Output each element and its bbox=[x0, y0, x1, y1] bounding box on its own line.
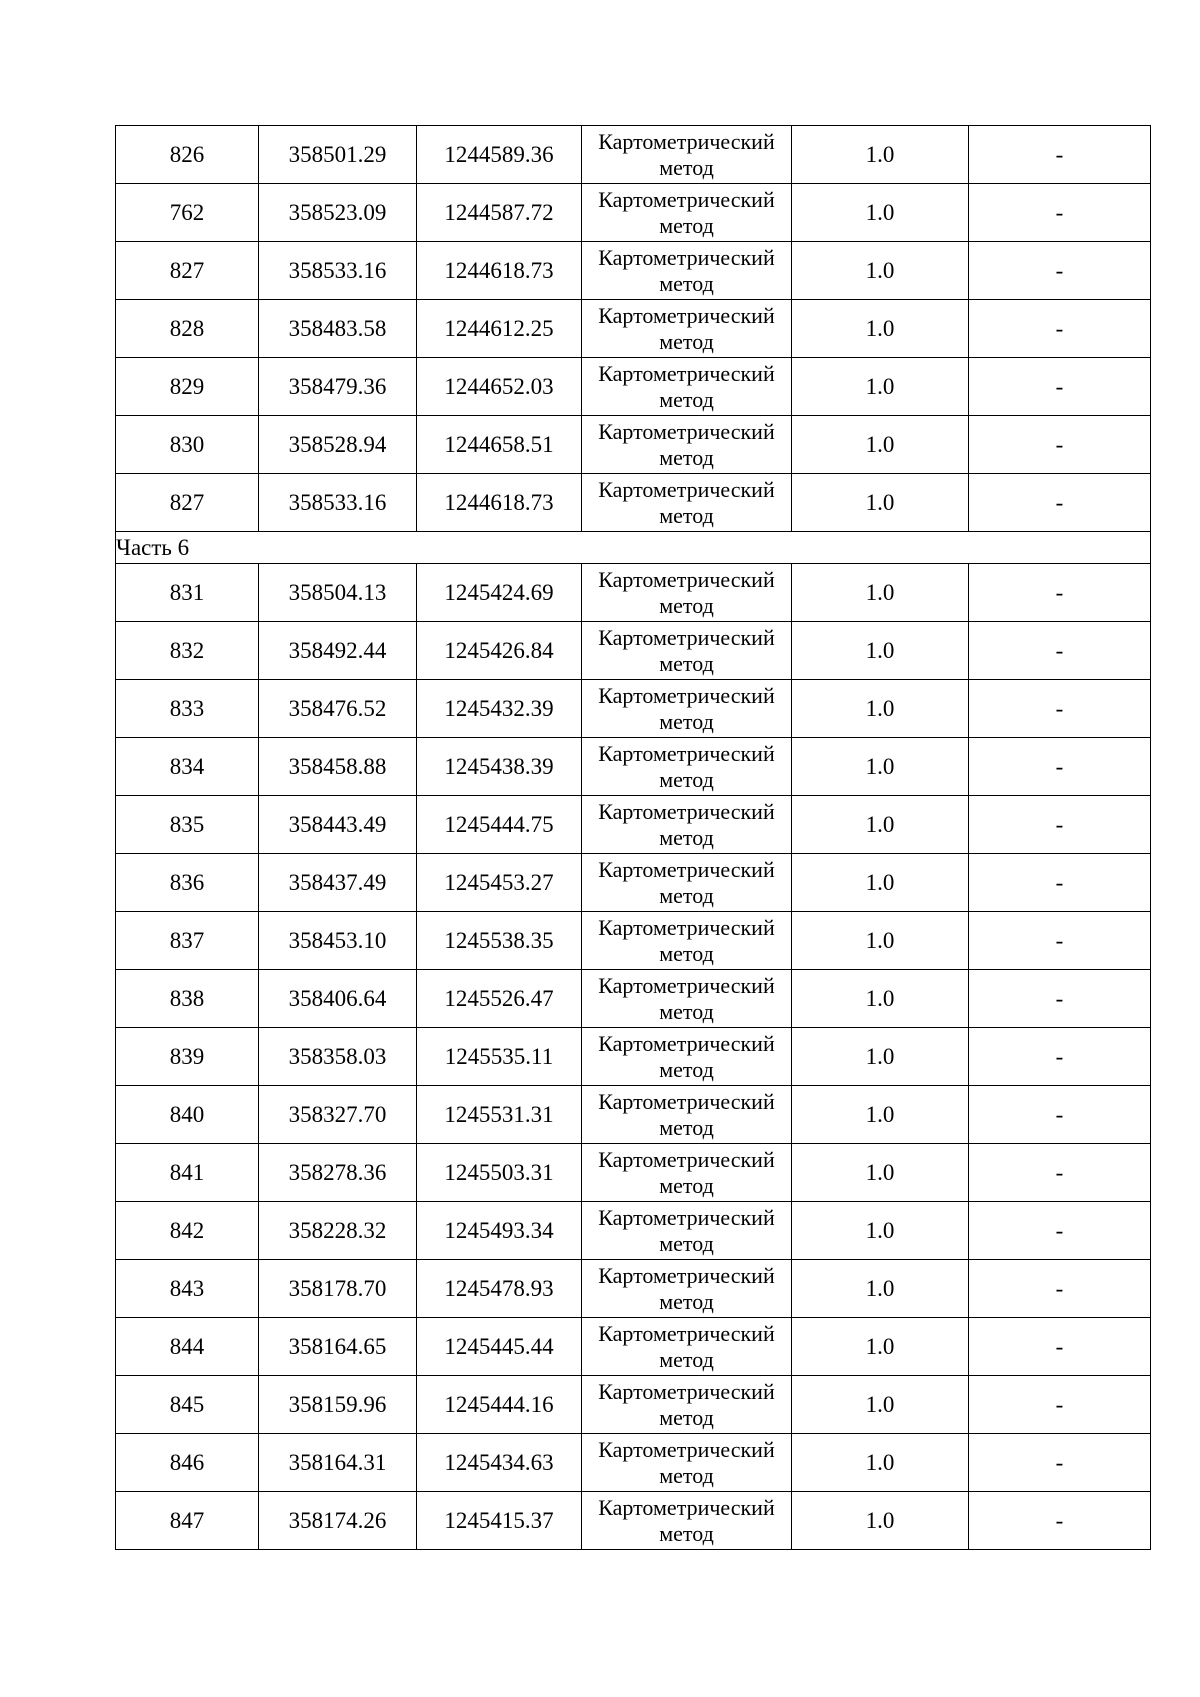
cell-accuracy: 1.0 bbox=[792, 126, 969, 184]
cell-method: Картометрический метод bbox=[582, 738, 792, 796]
cell-x: 358533.16 bbox=[259, 242, 417, 300]
cell-note: - bbox=[969, 242, 1151, 300]
cell-point: 840 bbox=[116, 1086, 259, 1144]
cell-method: Картометрический метод bbox=[582, 184, 792, 242]
cell-y: 1245538.35 bbox=[417, 912, 582, 970]
cell-note: - bbox=[969, 796, 1151, 854]
cell-method: Картометрический метод bbox=[582, 1434, 792, 1492]
cell-x: 358458.88 bbox=[259, 738, 417, 796]
cell-x: 358483.58 bbox=[259, 300, 417, 358]
cell-x: 358453.10 bbox=[259, 912, 417, 970]
cell-note: - bbox=[969, 1260, 1151, 1318]
cell-y: 1245478.93 bbox=[417, 1260, 582, 1318]
cell-x: 358406.64 bbox=[259, 970, 417, 1028]
coordinates-table-body bbox=[116, 126, 1151, 1550]
cell-accuracy: 1.0 bbox=[792, 242, 969, 300]
cell-x: 358523.09 bbox=[259, 184, 417, 242]
cell-note: - bbox=[969, 912, 1151, 970]
cell-method: Картометрический метод bbox=[582, 416, 792, 474]
cell-note: - bbox=[969, 126, 1151, 184]
cell-method: Картометрический метод bbox=[582, 474, 792, 532]
cell-method: Картометрический метод bbox=[582, 1202, 792, 1260]
cell-y: 1245445.44 bbox=[417, 1318, 582, 1376]
cell-y: 1244652.03 bbox=[417, 358, 582, 416]
cell-note: - bbox=[969, 738, 1151, 796]
cell-accuracy: 1.0 bbox=[792, 1318, 969, 1376]
cell-x: 358528.94 bbox=[259, 416, 417, 474]
cell-note: - bbox=[969, 1492, 1151, 1550]
cell-method: Картометрический метод bbox=[582, 1318, 792, 1376]
cell-point: 838 bbox=[116, 970, 259, 1028]
cell-x: 358501.29 bbox=[259, 126, 417, 184]
cell-y: 1244618.73 bbox=[417, 474, 582, 532]
cell-method: Картометрический метод bbox=[582, 1028, 792, 1086]
cell-method: Картометрический метод bbox=[582, 622, 792, 680]
cell-method: Картометрический метод bbox=[582, 1492, 792, 1550]
cell-point: 846 bbox=[116, 1434, 259, 1492]
cell-method: Картометрический метод bbox=[582, 1260, 792, 1318]
table-row bbox=[116, 970, 1151, 1028]
cell-y: 1245444.16 bbox=[417, 1376, 582, 1434]
cell-note: - bbox=[969, 854, 1151, 912]
cell-point: 839 bbox=[116, 1028, 259, 1086]
cell-note: - bbox=[969, 970, 1151, 1028]
cell-note: - bbox=[969, 358, 1151, 416]
cell-x: 358443.49 bbox=[259, 796, 417, 854]
coordinates-table bbox=[115, 125, 1151, 1550]
cell-point: 837 bbox=[116, 912, 259, 970]
cell-x: 358174.26 bbox=[259, 1492, 417, 1550]
cell-x: 358178.70 bbox=[259, 1260, 417, 1318]
cell-note: - bbox=[969, 564, 1151, 622]
cell-y: 1245444.75 bbox=[417, 796, 582, 854]
cell-x: 358159.96 bbox=[259, 1376, 417, 1434]
cell-note: - bbox=[969, 300, 1151, 358]
table-row bbox=[116, 300, 1151, 358]
cell-point: 841 bbox=[116, 1144, 259, 1202]
table-row bbox=[116, 622, 1151, 680]
cell-point: 831 bbox=[116, 564, 259, 622]
cell-accuracy: 1.0 bbox=[792, 1202, 969, 1260]
table-row bbox=[116, 126, 1151, 184]
cell-method: Картометрический метод bbox=[582, 1376, 792, 1434]
cell-method: Картометрический метод bbox=[582, 126, 792, 184]
cell-point: 842 bbox=[116, 1202, 259, 1260]
cell-note: - bbox=[969, 416, 1151, 474]
cell-x: 358358.03 bbox=[259, 1028, 417, 1086]
cell-x: 358164.31 bbox=[259, 1434, 417, 1492]
cell-note: - bbox=[969, 1202, 1151, 1260]
cell-accuracy: 1.0 bbox=[792, 1434, 969, 1492]
table-row bbox=[116, 1434, 1151, 1492]
cell-x: 358533.16 bbox=[259, 474, 417, 532]
cell-accuracy: 1.0 bbox=[792, 416, 969, 474]
table-row bbox=[116, 1318, 1151, 1376]
cell-point: 836 bbox=[116, 854, 259, 912]
cell-y: 1245424.69 bbox=[417, 564, 582, 622]
table-row bbox=[116, 416, 1151, 474]
cell-x: 358278.36 bbox=[259, 1144, 417, 1202]
cell-y: 1244587.72 bbox=[417, 184, 582, 242]
table-row bbox=[116, 1144, 1151, 1202]
part-label: Часть 6 bbox=[116, 532, 1151, 564]
cell-point: 843 bbox=[116, 1260, 259, 1318]
cell-point: 827 bbox=[116, 242, 259, 300]
cell-accuracy: 1.0 bbox=[792, 1028, 969, 1086]
cell-accuracy: 1.0 bbox=[792, 1144, 969, 1202]
cell-y: 1244658.51 bbox=[417, 416, 582, 474]
table-row bbox=[116, 474, 1151, 532]
cell-y: 1245432.39 bbox=[417, 680, 582, 738]
cell-note: - bbox=[969, 1028, 1151, 1086]
table-row bbox=[116, 680, 1151, 738]
cell-accuracy: 1.0 bbox=[792, 1376, 969, 1434]
table-row bbox=[116, 242, 1151, 300]
cell-note: - bbox=[969, 184, 1151, 242]
cell-point: 826 bbox=[116, 126, 259, 184]
cell-note: - bbox=[969, 1144, 1151, 1202]
cell-method: Картометрический метод bbox=[582, 564, 792, 622]
cell-y: 1245438.39 bbox=[417, 738, 582, 796]
table-row bbox=[116, 912, 1151, 970]
cell-x: 358437.49 bbox=[259, 854, 417, 912]
cell-y: 1245453.27 bbox=[417, 854, 582, 912]
cell-x: 358479.36 bbox=[259, 358, 417, 416]
cell-accuracy: 1.0 bbox=[792, 854, 969, 912]
cell-y: 1245535.11 bbox=[417, 1028, 582, 1086]
cell-note: - bbox=[969, 1318, 1151, 1376]
cell-y: 1245526.47 bbox=[417, 970, 582, 1028]
cell-y: 1244618.73 bbox=[417, 242, 582, 300]
cell-x: 358504.13 bbox=[259, 564, 417, 622]
cell-accuracy: 1.0 bbox=[792, 564, 969, 622]
cell-y: 1244612.25 bbox=[417, 300, 582, 358]
cell-point: 827 bbox=[116, 474, 259, 532]
cell-note: - bbox=[969, 474, 1151, 532]
cell-point: 847 bbox=[116, 1492, 259, 1550]
cell-method: Картометрический метод bbox=[582, 796, 792, 854]
cell-method: Картометрический метод bbox=[582, 854, 792, 912]
cell-y: 1245426.84 bbox=[417, 622, 582, 680]
cell-x: 358164.65 bbox=[259, 1318, 417, 1376]
cell-method: Картометрический метод bbox=[582, 242, 792, 300]
cell-point: 833 bbox=[116, 680, 259, 738]
cell-y: 1245434.63 bbox=[417, 1434, 582, 1492]
cell-y: 1245531.31 bbox=[417, 1086, 582, 1144]
table-row bbox=[116, 1376, 1151, 1434]
cell-point: 830 bbox=[116, 416, 259, 474]
table-row bbox=[116, 1492, 1151, 1550]
part-header-row bbox=[116, 532, 1151, 564]
cell-point: 845 bbox=[116, 1376, 259, 1434]
cell-method: Картометрический метод bbox=[582, 300, 792, 358]
cell-x: 358476.52 bbox=[259, 680, 417, 738]
table-row bbox=[116, 738, 1151, 796]
cell-point: 829 bbox=[116, 358, 259, 416]
cell-y: 1245503.31 bbox=[417, 1144, 582, 1202]
cell-point: 834 bbox=[116, 738, 259, 796]
cell-x: 358327.70 bbox=[259, 1086, 417, 1144]
table-row bbox=[116, 1086, 1151, 1144]
cell-note: - bbox=[969, 622, 1151, 680]
cell-accuracy: 1.0 bbox=[792, 970, 969, 1028]
cell-point: 762 bbox=[116, 184, 259, 242]
cell-accuracy: 1.0 bbox=[792, 912, 969, 970]
cell-point: 835 bbox=[116, 796, 259, 854]
table-row bbox=[116, 854, 1151, 912]
cell-x: 358228.32 bbox=[259, 1202, 417, 1260]
cell-note: - bbox=[969, 680, 1151, 738]
cell-y: 1245493.34 bbox=[417, 1202, 582, 1260]
table-row bbox=[116, 796, 1151, 854]
cell-accuracy: 1.0 bbox=[792, 796, 969, 854]
cell-y: 1244589.36 bbox=[417, 126, 582, 184]
table-row bbox=[116, 1202, 1151, 1260]
table-row bbox=[116, 1028, 1151, 1086]
cell-method: Картометрический метод bbox=[582, 1144, 792, 1202]
cell-point: 828 bbox=[116, 300, 259, 358]
cell-accuracy: 1.0 bbox=[792, 622, 969, 680]
cell-accuracy: 1.0 bbox=[792, 184, 969, 242]
table-row bbox=[116, 1260, 1151, 1318]
cell-method: Картометрический метод bbox=[582, 358, 792, 416]
cell-accuracy: 1.0 bbox=[792, 358, 969, 416]
cell-point: 832 bbox=[116, 622, 259, 680]
table-row bbox=[116, 184, 1151, 242]
cell-x: 358492.44 bbox=[259, 622, 417, 680]
table-row bbox=[116, 358, 1151, 416]
cell-y: 1245415.37 bbox=[417, 1492, 582, 1550]
cell-accuracy: 1.0 bbox=[792, 300, 969, 358]
cell-method: Картометрический метод bbox=[582, 680, 792, 738]
cell-method: Картометрический метод bbox=[582, 970, 792, 1028]
cell-method: Картометрический метод bbox=[582, 912, 792, 970]
cell-note: - bbox=[969, 1376, 1151, 1434]
cell-accuracy: 1.0 bbox=[792, 1260, 969, 1318]
cell-point: 844 bbox=[116, 1318, 259, 1376]
cell-accuracy: 1.0 bbox=[792, 474, 969, 532]
cell-method: Картометрический метод bbox=[582, 1086, 792, 1144]
cell-accuracy: 1.0 bbox=[792, 1086, 969, 1144]
cell-note: - bbox=[969, 1086, 1151, 1144]
cell-accuracy: 1.0 bbox=[792, 738, 969, 796]
cell-note: - bbox=[969, 1434, 1151, 1492]
table-row bbox=[116, 564, 1151, 622]
cell-accuracy: 1.0 bbox=[792, 1492, 969, 1550]
cell-accuracy: 1.0 bbox=[792, 680, 969, 738]
